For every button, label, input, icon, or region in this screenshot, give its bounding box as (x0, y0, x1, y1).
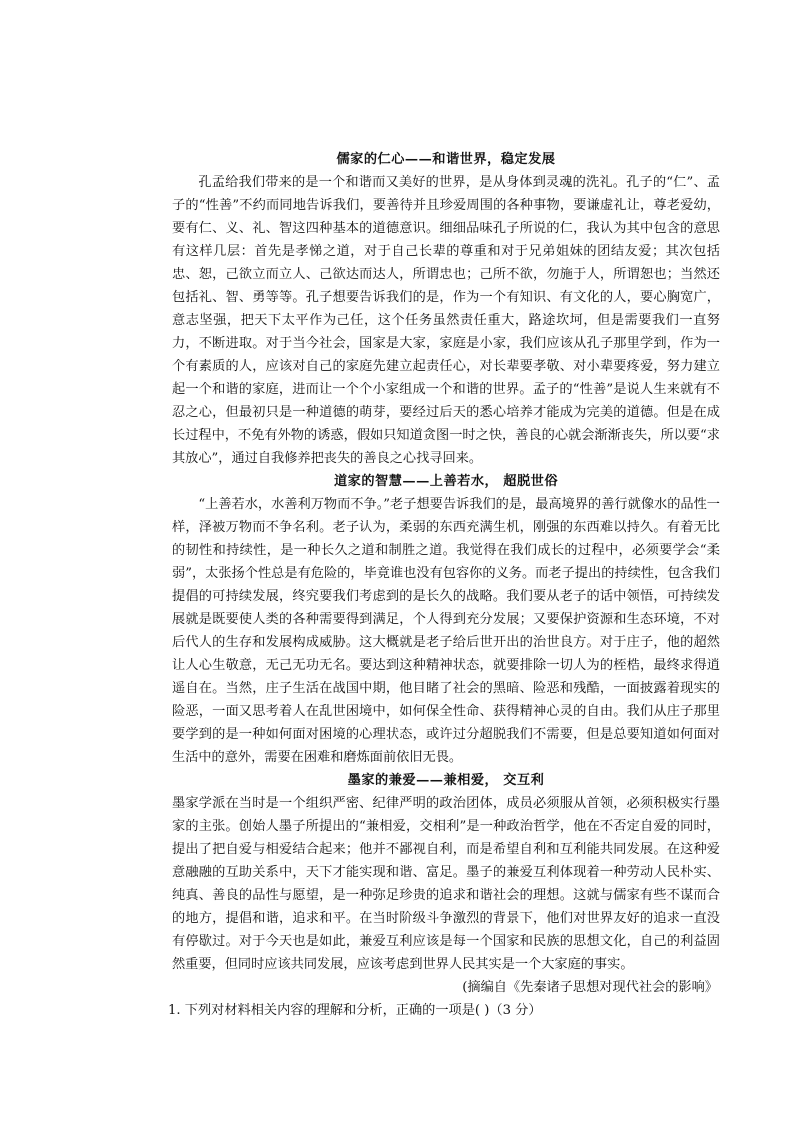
document-page (168, 148, 720, 1022)
section-title-mohism: 墨家的兼爱——兼相爱， 交互利 (347, 773, 545, 788)
section-body-taoism: “上善若水，水善利万物而不争。”老子想要告诉我们的是，最高境界的善行就像水的品性一样，泽被万物而不争名利。老子认为，柔弱的东西充满生机，刚强的东西难以持久。有着无比的韧性和持续性，是一种长久之道和制胜之道。我觉得在我们成长的过程中，必须要学会“柔弱”，太张扬个性总是有危险的，毕竟谁也没有包容你的义务。而老子提出的持续性，包含我们提倡的可持续发展，终究要我们考虑到的是长久的战略。我们要从老子的话中领悟，可持续发展就是既要使人类的各种需要得到满足，个人得到充分发展；又要保护资源和生态环境，不对后代人的生存和发展构成威胁。这大概就是老子给后世开出的治世良方。对于庄子，他的超然让人心生敬意，无己无功无名。要达到这种精神状态，就要排除一切人为的桎梏，最终求得逍遥自在。当然，庄子生活在战国中期，他目睹了社会的黑暗、险恶和残酷，一面披露着现实的险恶，一面又思考着人在乱世困境中，如何保全性命、获得精神心灵的自由。我们从庄子那里要学到的是一种如何面对困境的心理状态，或许过分超脱我们不需要，但是总要知道如何面对生活中的意外，需要在困难和磨炼面前依旧无畏。 (172, 497, 720, 765)
source-citation: (摘编自《先秦诸子思想对现代社会的影响》 (462, 980, 718, 995)
section-title-confucianism: 儒家的仁心——和谐世界，稳定发展 (336, 152, 556, 167)
section-body-confucianism: 孔孟给我们带来的是一个和谐而又美好的世界，是从身体到灵魂的洗礼。孔子的“仁”、孟子的“性善”不约而同地告诉我们，要善待并且珍爱周围的各种事物，要谦虚礼让，尊老爱幼，要有仁、义、礼、智这四种基本的道德意识。细细品味孔子所说的仁，我认为其中包含的意思有这样几层：首先是孝悌之道，对于自己长辈的尊重和对于兄弟姐妹的团结友爱；其次包括忠、恕，己欲立而立人、己欲达而达人，所谓忠也；己所不欲，勿施于人，所谓恕也；当然还包括礼、智、勇等等。孔子想要告诉我们的是，作为一个有知识、有文化的人，要心胸宽广，意志坚强，把天下太平作为己任，这个任务虽然责任重大，路途坎坷，但是需要我们一直努力，不断进取。对于当今社会，国家是大家，家庭是小家，我们应该从孔子那里学到，作为一个有素质的人，应该对自己的家庭先建立起责任心，对长辈要孝敬、对小辈要疼爱，努力建立起一个和谐的家庭，进而让一个个小家组成一个和谐的世界。孟子的“性善”是说人生来就有不忍之心，但最初只是一种道德的萌芽，要经过后天的悉心培养才能成为完美的道德。但是在成长过程中，不免有外物的诱惑，假如只知道贪图一时之快，善良的心就会渐渐丧失，所以要“求其放心”，通过自我修养把丧失的善良之心找寻回来。 (172, 175, 720, 466)
question-1: 1. 下列对材料相关内容的理解和分析，正确的一项是( )（3 分） (168, 1003, 542, 1018)
section-body-mohism: 墨家学派在当时是一个组织严密、纪律严明的政治团体，成员必须服从首领，必须积极实行墨家的主张。创始人墨子所提出的“兼相爱，交相利”是一种政治哲学，他在不否定自爱的同时，提出了把自爱与相爱结合起来；他并不鄙视自利，而是希望自利和互利能共同发展。在这种爱意融融的互助关系中，天下才能实现和谐、富足。墨子的兼爱互利体现着一种劳动人民朴实、纯真、善良的品性与愿望，是一种弥足珍贵的追求和谐社会的理想。这就与儒家有些不谋而合的地方，提倡和谐，追求和平。在当时阶级斗争激烈的背景下，他们对世界友好的追求一直没有停歇过。对于今天也是如此，兼爱互利应该是每一个国家和民族的思想文化，自己的利益固然重要，但同时应该共同发展，应该考虑到世界人民其实是一个大家庭的事实。 (172, 796, 720, 972)
section-title-taoism: 道家的智慧——上善若水， 超脱世俗 (333, 474, 559, 489)
